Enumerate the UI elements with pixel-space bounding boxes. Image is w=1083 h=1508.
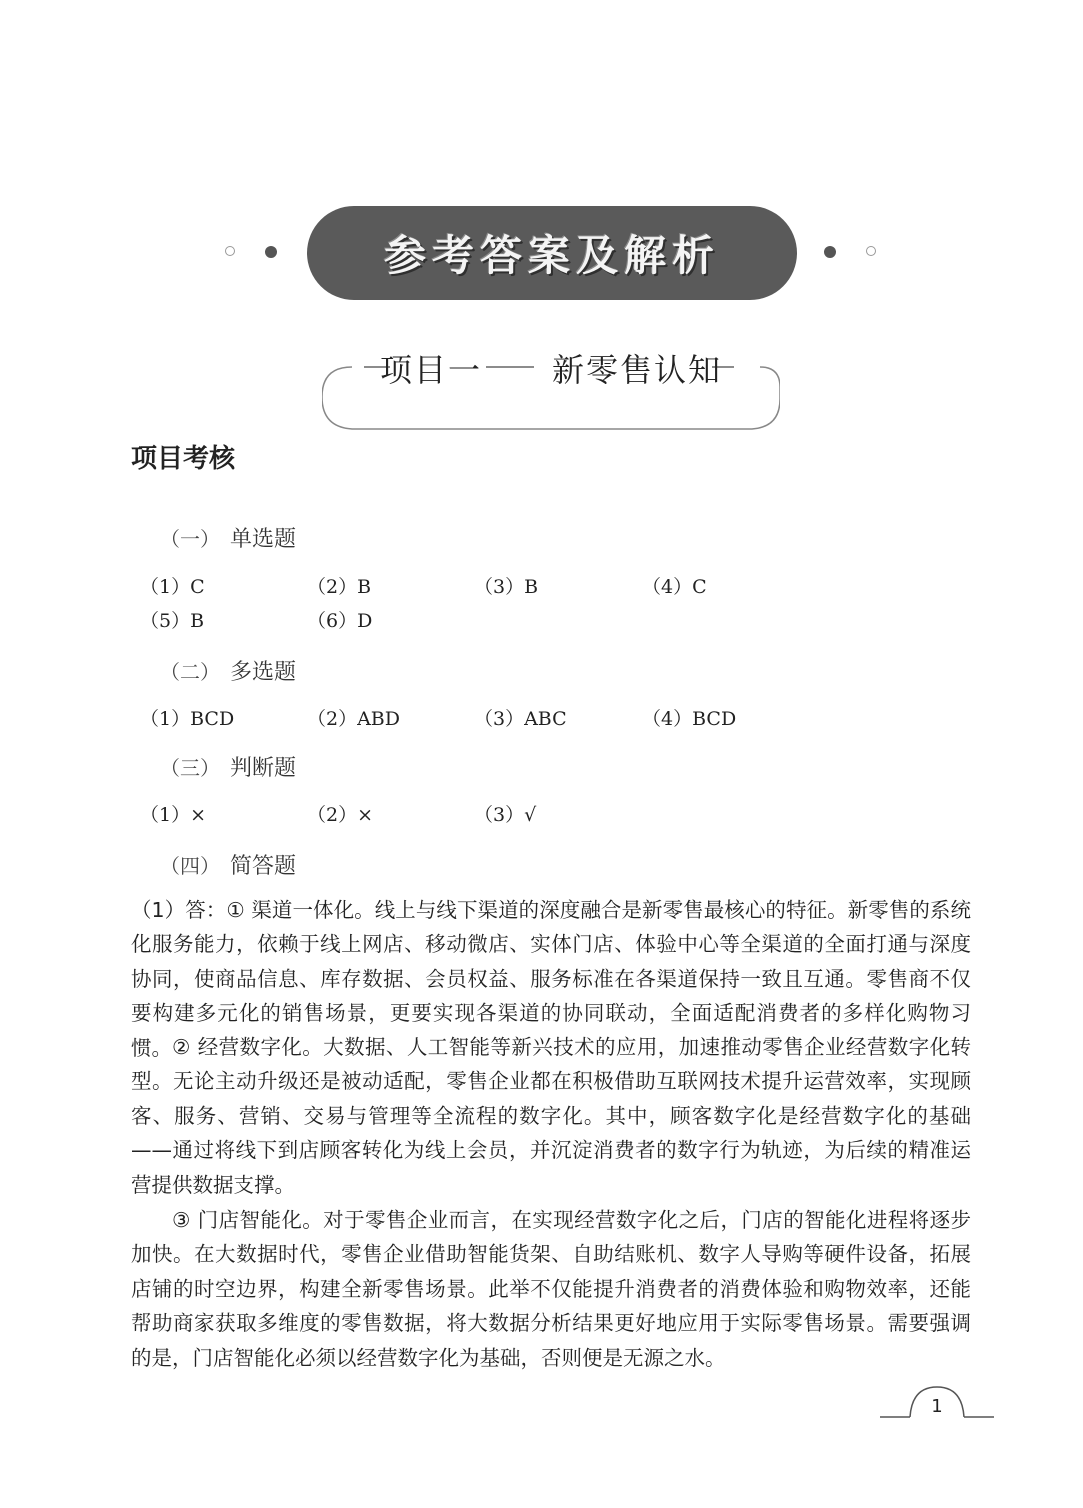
heading-label: 多选题	[230, 660, 297, 685]
heading-number: （四）	[160, 854, 220, 878]
heading-number: （二）	[160, 660, 220, 684]
answer-paragraph: ② 经营数字化。大数据、人工智能等新兴技术的应用，加速推动零售企业经营数字化转型。无论主动升级还是被动适配，零售企业都在积极借助互联网技术提升运营效率，实现顾客、服务、营销、交易与管理等全流程的数字化。其中，顾客数字化是经营数字化的基础——通过将线下到店顾客转化为线上会员，并沉淀消费者的数字行为轨迹，为后续的精准运营提供数据支撑。	[131, 1035, 971, 1197]
section-heading: 项目考核	[131, 444, 236, 474]
answer-item: （1）×	[140, 804, 207, 826]
page-number-badge	[880, 1384, 994, 1428]
answer-item: （2）B	[307, 576, 372, 598]
answer-item: （1）BCD	[140, 708, 235, 730]
answer-item: （3）ABC	[474, 708, 567, 730]
answer-item: （3）√	[474, 804, 537, 826]
heading-number: （一）	[160, 527, 220, 551]
heading-label: 简答题	[230, 854, 297, 879]
filled-dot-icon	[824, 246, 836, 258]
header-banner	[0, 200, 1083, 304]
answer-item: （4）BCD	[642, 708, 737, 730]
answer-paragraph: ③ 门店智能化。对于零售企业而言，在实现经营数字化之后，门店的智能化进程将逐步加快。在大数据时代，零售企业借助智能货架、自助结账机、数字人导购等硬件设备，拓展店铺的时空边界，构建全新零售场景。此举不仅能提升消费者的消费体验和购物效率，还能帮助商家获取多维度的零售数据，将大数据分析结果更好地应用于实际零售场景。需要强调的是，门店智能化必须以经营数字化为基础，否则便是无源之水。	[131, 1208, 971, 1370]
filled-dot-icon	[265, 246, 277, 258]
answer-item: （4）C	[642, 576, 707, 598]
short-answer-heading	[160, 849, 296, 880]
banner-pill	[307, 206, 797, 300]
multiple-choice-heading	[160, 655, 296, 686]
answer-item: （6）D	[307, 610, 373, 632]
banner-title: 参考答案及解析	[383, 231, 720, 280]
project-title-frame	[322, 337, 780, 432]
hollow-dot-icon	[225, 246, 235, 256]
heading-number: （三）	[160, 756, 220, 780]
answer-paragraph: （1）答：① 渠道一体化。线上与线下渠道的深度融合是新零售最核心的特征。新零售的系统化服务能力，依赖于线上网店、移动微店、实体门店、体验中心等全渠道的全面打通与深度协同，使商品信息、库存数据、会员权益、服务标准在各渠道保持一致且互通。零售商不仅要构建多元化的销售场景，更要实现各渠道的协同联动，全面适配消费者的多样化购物习惯。	[131, 898, 971, 1060]
heading-label: 单选题	[230, 527, 297, 552]
answer-item: （1）C	[140, 576, 205, 598]
heading-label: 判断题	[230, 756, 297, 781]
project-title	[322, 345, 780, 391]
true-false-heading	[160, 751, 296, 782]
page-number: 1	[931, 1396, 943, 1417]
project-number: 项目一	[379, 351, 482, 389]
answer-item: （2）×	[307, 804, 374, 826]
hollow-dot-icon	[866, 246, 876, 256]
single-choice-heading	[160, 522, 296, 553]
project-name: 新零售认知	[552, 351, 723, 389]
answer-item: （5）B	[140, 610, 205, 632]
answer-item: （2）ABD	[307, 708, 401, 730]
answer-item: （3）B	[474, 576, 539, 598]
